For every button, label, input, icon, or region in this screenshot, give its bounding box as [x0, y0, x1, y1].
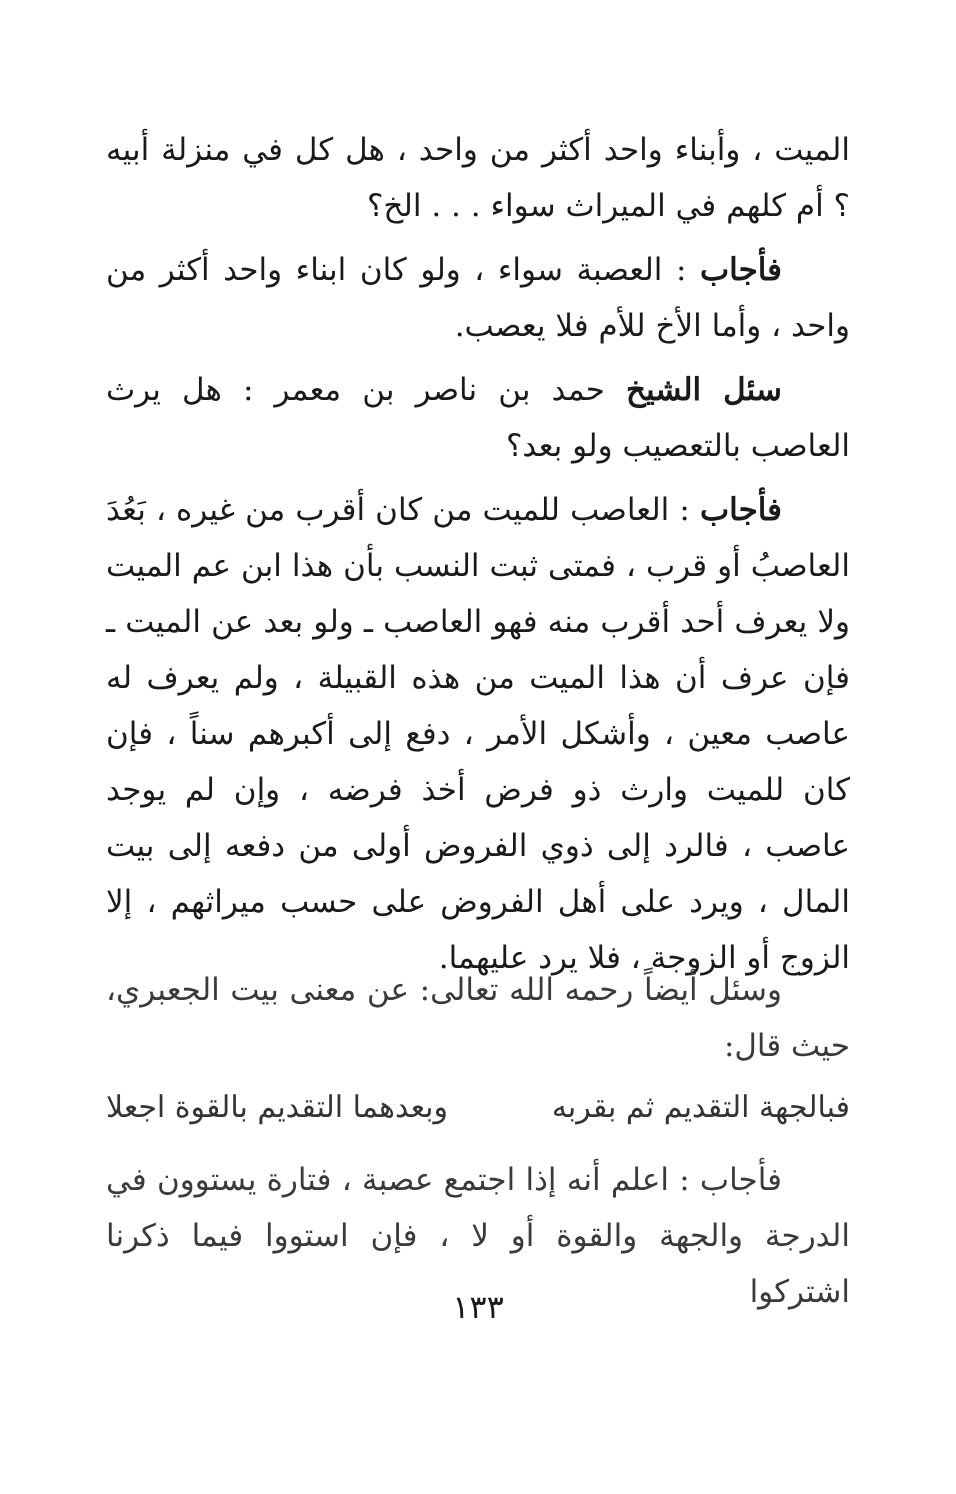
- poem-hemistich-right: فبالجهة التقديم ثم بقربه: [551, 1090, 850, 1125]
- paragraph-lead: فأجاب: [699, 492, 782, 528]
- paragraph-text: : العاصب للميت من كان أقرب من غيره ، بَعُدَ العاصبُ أو قرب ، فمتى ثبت النسب بأن هذا ابن عم الميت ولا يعرف أحد أقرب منه فهو العاصب ـ ولو بعد عن الميت ـ فإن عرف أن هذا الميت من هذه القبيلة ، ولم يعرف له عاصب معين ، وأشكل الأمر ، دفع إلى أكبرهم سناً ، فإن كان للميت وارث ذو فرض أخذ فرضه ، وإن لم يوجد عاصب ، فالرد إلى ذوي الفروض أولى من دفعه إلى بيت المال ، ويرد على أهل الفروض على حسب ميراثهم ، إلا الزوج أو الزوجة ، فلا يرد عليهما.: [106, 492, 850, 976]
- paragraph-lead: فأجاب: [699, 252, 782, 288]
- poem-verse: [106, 1080, 850, 1136]
- paragraph-text: الميت ، وأبناء واحد أكثر من واحد ، هل كل في منزلة أبيه ؟ أم كلهم في الميراث سواء . . . الخ؟: [106, 132, 850, 224]
- paragraph-lead: سئل الشيخ: [626, 372, 782, 408]
- paragraph-text: : العصبة سواء ، ولو كان ابناء واحد أكثر من واحد ، وأما الأخ للأم فلا يعصب.: [106, 252, 850, 344]
- paragraph-text: حمد بن ناصر بن معمر : هل يرث العاصب بالتعصيب ولو بعد؟: [106, 372, 850, 464]
- paragraph-answer-1: [106, 242, 850, 354]
- paragraph-answer-2: [106, 482, 850, 986]
- poem-hemistich-left: وبعدهما التقديم بالقوة اجعلا: [106, 1090, 449, 1125]
- paragraph-question-2: [106, 362, 850, 474]
- paragraph-text: وسئل أيضاً رحمه الله تعالى: عن معنى بيت الجعبري، حيث قال:: [106, 972, 850, 1064]
- paragraph-question-continuation: [106, 122, 850, 234]
- paragraph-text: فأجاب : اعلم أنه إذا اجتمع عصبة ، فتارة يستوون في الدرجة والجهة والقوة أو لا ، فإن استووا فيما ذكرنا اشتركوا: [106, 1162, 850, 1310]
- paragraph-question-3: [106, 962, 850, 1074]
- page-number: ١٣٣: [452, 1288, 504, 1326]
